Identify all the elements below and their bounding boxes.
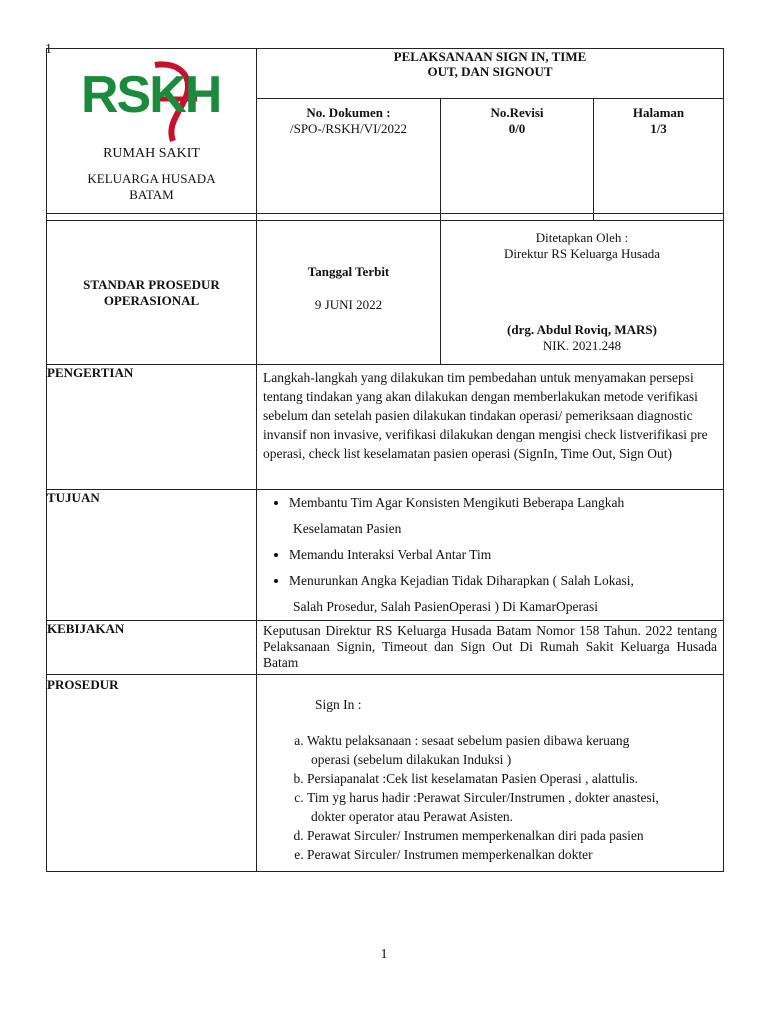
director-nik: NIK. 2021.248: [542, 338, 622, 353]
list-item: [307, 845, 723, 864]
list-item: [307, 731, 723, 769]
spacer-cell: [47, 214, 257, 221]
director-title: Direktur RS Keluarga Husada: [503, 246, 661, 261]
document-number-label: No. Dokumen :: [306, 105, 391, 121]
director-name: (drg. Abdul Roviq, MARS): [507, 322, 657, 337]
prosedur-item-line2: operasi (sebelum dilakukan Induksi ): [311, 752, 512, 767]
revision-cell: [441, 99, 594, 214]
spacer-cell: [441, 214, 594, 221]
kebijakan-text: Keputusan Direktur RS Keluarga Husada Batam Nomor 158 Tahun. 2022 tentang Pelaksanaan Signin, Timeout dan Sign Out Di Rumah Sakit Keluarga Husada Batam: [263, 623, 717, 670]
hospital-name-line1: RUMAH SAKIT: [103, 146, 200, 161]
spacer-cell: [594, 214, 724, 221]
prosedur-label: PROSEDUR: [47, 675, 257, 872]
logo-wordmark: RSKH: [81, 66, 221, 124]
tujuan-item-line2: Salah Prosedur, Salah PasienOperasi ) Di KamarOperasi: [293, 599, 599, 614]
tujuan-list: [257, 490, 723, 620]
page-number: 1: [380, 947, 388, 962]
prosedur-item-line1: Tim yg harus hadir :Perawat Sirculer/Instrumen , dokter anastesi,: [307, 790, 659, 805]
issue-date-label: Tanggal Terbit: [307, 264, 390, 279]
page-info-cell: [594, 99, 724, 214]
document-number-value: /SPO-/RSKH/VI/2022: [289, 121, 408, 137]
hospital-name-line3: BATAM: [129, 187, 174, 202]
list-item: [307, 788, 723, 826]
pengertian-label: PENGERTIAN: [47, 365, 257, 490]
revision-label: No.Revisi: [490, 105, 544, 121]
hospital-name-line2: KELUARGA HUSADA: [87, 171, 216, 186]
prosedur-item-line1: Perawat Sirculer/ Instrumen memperkenalkan diri pada pasien: [307, 828, 644, 843]
list-item: [289, 568, 723, 620]
revision-value: 0/0: [508, 121, 526, 137]
list-item: [307, 826, 723, 845]
document-title: [257, 49, 724, 99]
tujuan-label: TUJUAN: [47, 490, 257, 621]
prosedur-content: [257, 675, 724, 872]
prosedur-item-line1: Waktu pelaksanaan : sesaat sebelum pasien dibawa keruang: [307, 733, 630, 748]
tujuan-item-line1: Menurunkan Angka Kejadian Tidak Diharapkan ( Salah Lokasi,: [289, 573, 634, 588]
document-type-line2: OPERASIONAL: [103, 292, 200, 308]
corner-page-mark: 1: [45, 42, 52, 57]
page-info-label: Halaman: [632, 105, 685, 121]
prosedur-heading: Sign In :: [315, 697, 362, 712]
logo-cell: [47, 49, 257, 214]
document-title-line2: OUT, DAN SIGNOUT: [427, 64, 553, 79]
tujuan-item-line1: Membantu Tim Agar Konsisten Mengikuti Beberapa Langkah: [289, 495, 625, 510]
tujuan-item-line2: Keselamatan Pasien: [293, 521, 402, 536]
established-by-label: Ditetapkan Oleh :: [535, 230, 629, 245]
prosedur-item-line1: Perawat Sirculer/ Instrumen memperkenalkan dokter: [307, 847, 593, 862]
issue-date-value: 9 JUNI 2022: [314, 297, 383, 312]
list-item: [289, 542, 723, 568]
issue-date-cell: [257, 221, 441, 365]
document-type-cell: [47, 221, 257, 365]
pengertian-text: Langkah-langkah yang dilakukan tim pembedahan untuk menyamakan persepsi tentang tindakan yang akan dilakukan dengan memberlakukan metode verifikasi sebelum dan setelah pasien dilakukan tindakan operasi/ pemeriksaan diagnostic invansif non invasive, verifikasi dilakukan dengan mengisi check listverifikasi pre operasi, check list keselamatan pasien operasi (SignIn, Time Out, Sign Out): [263, 370, 708, 461]
hospital-logo: [77, 59, 227, 143]
kebijakan-content: [257, 621, 724, 675]
spo-table: [46, 48, 724, 872]
page-info-value: 1/3: [650, 121, 667, 137]
prosedur-list: [257, 731, 723, 864]
document-type-line1: STANDAR PROSEDUR: [83, 276, 220, 292]
list-item: [307, 769, 723, 788]
pengertian-content: [257, 365, 724, 490]
spacer-cell: [257, 214, 441, 221]
kebijakan-label: KEBIJAKAN: [47, 621, 257, 675]
document-title-line1: PELAKSANAAN SIGN IN, TIME: [393, 49, 587, 64]
tujuan-content: [257, 490, 724, 621]
approval-cell: [441, 221, 724, 365]
prosedur-item-line1: Persiapanalat :Cek list keselamatan Pasien Operasi , alattulis.: [307, 771, 639, 786]
prosedur-item-line2: dokter operator atau Perawat Asisten.: [311, 809, 514, 824]
list-item: [289, 490, 723, 542]
tujuan-item-line1: Memandu Interaksi Verbal Antar Tim: [289, 547, 492, 562]
document-number-cell: [257, 99, 441, 214]
